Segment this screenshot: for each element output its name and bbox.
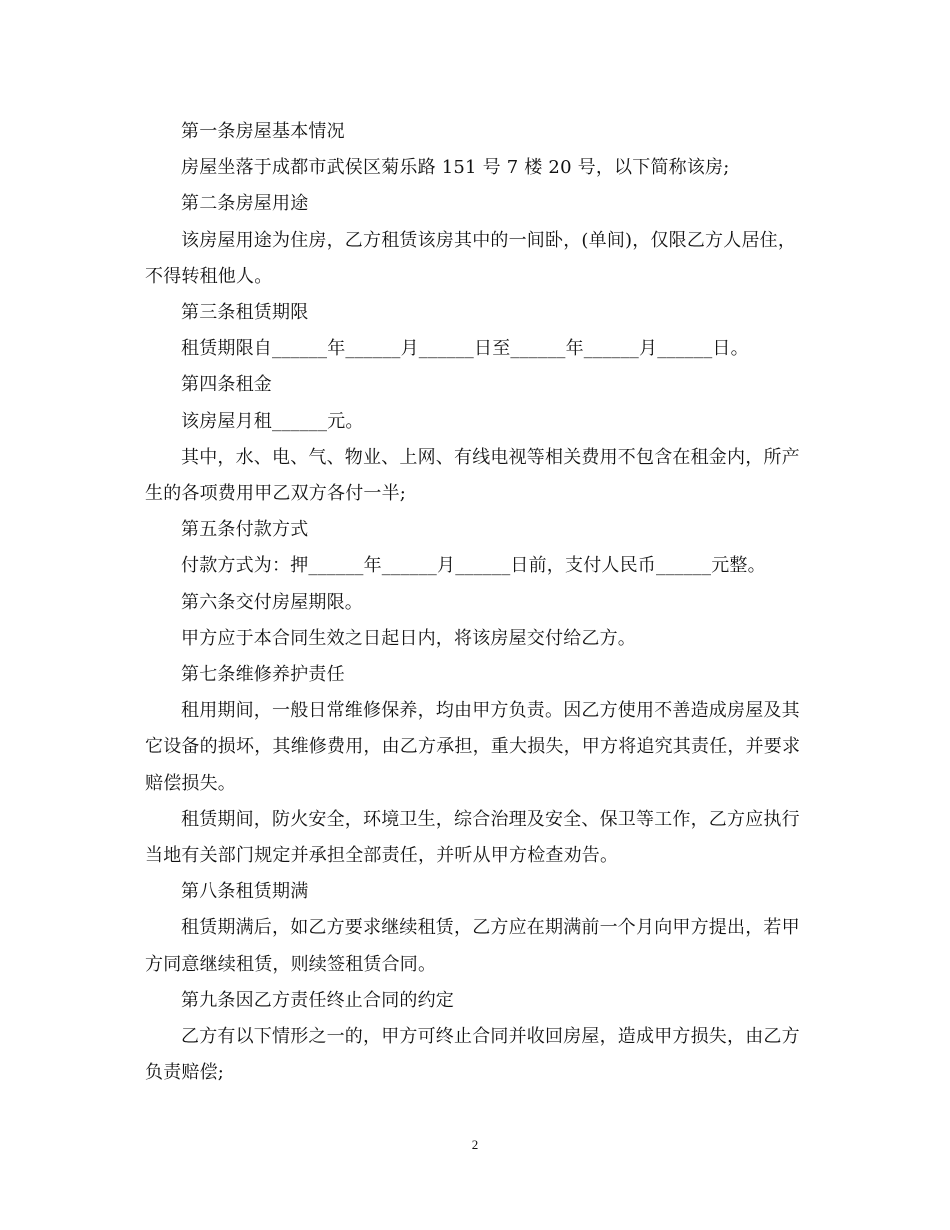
section-heading-1: 第一条房屋基本情况 xyxy=(181,121,345,142)
section-heading-3: 第三条租赁期限 xyxy=(181,302,309,324)
document-body xyxy=(145,114,805,1091)
paragraph-lease-term: 租赁期限自______年______月______日至______年______月______日。 xyxy=(181,338,749,360)
paragraph-safety: 租赁期间，防火安全，环境卫生，综合治理及安全、保卫等工作，乙方应执行当地有关部门规定并承担全部责任，并听从甲方检查劝告。 xyxy=(145,808,800,867)
paragraph-delivery-term: 甲方应于本合同生效之日起日内，将该房屋交付给乙方。 xyxy=(181,627,636,649)
section-heading-9: 第九条因乙方责任终止合同的约定 xyxy=(181,989,454,1011)
paragraph-maintenance: 租用期间，一般日常维修保养，均由甲方负责。因乙方使用不善造成房屋及其它设备的损坏，其维修费用，由乙方承担，重大损失，甲方将追究其责任，并要求赔偿损失。 xyxy=(145,700,801,794)
paragraph-utility-fees: 其中，水、电、气、物业、上网、有线电视等相关费用不包含在租金内，所产生的各项费用甲乙双方各付一半; xyxy=(145,446,800,505)
paragraph-monthly-rent: 该房屋月租______元。 xyxy=(181,410,364,432)
paragraph-payment-method: 付款方式为：押______年______月______日前，支付人民币______元整。 xyxy=(181,555,766,577)
section-heading-6: 第六条交付房屋期限。 xyxy=(181,591,363,613)
section-heading-2: 第二条房屋用途 xyxy=(181,193,309,215)
paragraph-termination: 乙方有以下情形之一的，甲方可终止合同并收回房屋，造成甲方损失，由乙方负责赔偿; xyxy=(145,1026,800,1084)
paragraph-property-location: 房屋坐落于成都市武侯区菊乐路 151 号 7 楼 20 号，以下简称该房; xyxy=(181,157,730,179)
paragraph-property-use: 该房屋用途为住房，乙方租赁该房其中的一间卧，(单间)，仅限乙方人居住，不得转租他人。 xyxy=(145,229,797,287)
section-heading-4: 第四条租金 xyxy=(181,374,272,396)
section-heading-8: 第八条租赁期满 xyxy=(181,881,309,903)
section-heading-7: 第七条维修养护责任 xyxy=(181,664,345,686)
section-heading-5: 第五条付款方式 xyxy=(181,519,309,541)
page-number: 2 xyxy=(471,1137,479,1152)
paragraph-lease-renewal: 租赁期满后，如乙方要求继续租赁，乙方应在期满前一个月向甲方提出，若甲方同意继续租赁，则续签租赁合同。 xyxy=(145,917,800,975)
